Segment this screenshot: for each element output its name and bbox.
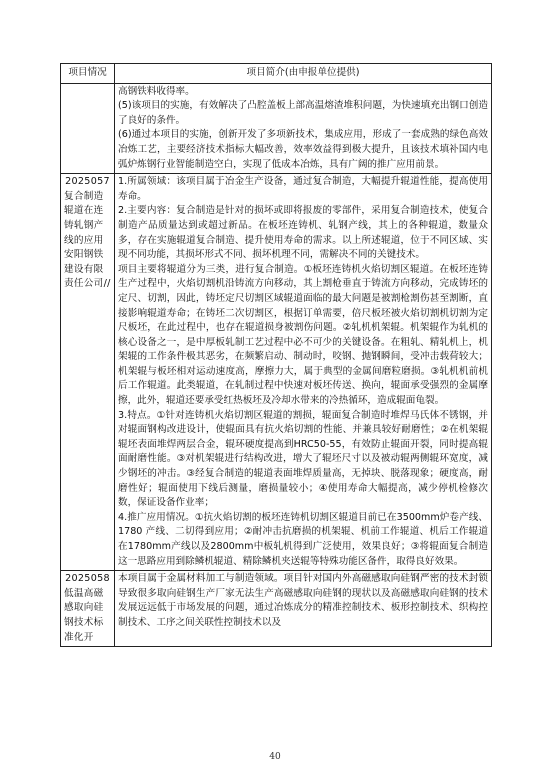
- project-info-cell: [61, 174, 115, 571]
- project-name: 低温高磁感取向硅钢技术标准化开: [64, 587, 104, 643]
- project-unit: 安阳钢铁建设有限责任公司//: [64, 249, 111, 290]
- project-table: [60, 63, 492, 647]
- table-row-2025058: [61, 571, 492, 647]
- project-name: 复合制造辊道在连铸轧钢产线的应用: [64, 190, 104, 246]
- project-summary-cell: [115, 571, 492, 647]
- table-row-2025057: [61, 174, 492, 571]
- project-id: 2025057: [65, 176, 110, 188]
- continuation-cell: [115, 83, 492, 174]
- paragraph: (6)通过本项目的实施，创新开发了多项新技术，集成应用，形成了一套成熟的绿色高效冶炼工艺，主要经济技术指标大幅改善，效率效益得到极大提升，且该技术填补国内电弧炉炼钢行业智能制造空白，实现了低成本冶炼，具有广阔的推广应用前景。: [118, 129, 488, 170]
- paragraph: 项目主要将辊道分为三类，进行复合制造。①板坯连铸机火焰切割区辊道。在板坯连铸生产过程中，火焰切割机沿铸流方向移动，其上割枪垂直于铸流方向移动，完成铸坯的定尺、切割，因此，铸坯定尺切割区域辊道面临的最大问题是被割枪割伤甚至割断，直接影响辊道寿命；在铸坯二次切割区，根据订单需要，倍尺板坯被火焰切割机切割为定尺板坯，在此过程中，也存在辊道损身被割伤问题。②轧机机架辊。机架辊作为轧机的核心设备之一，是中厚板轧制工艺过程中必不可少的关键设备。在粗轧、精轧机上，机架辊的工作条件极其恶劣，在频繁启动、制动时，咬钢、抛钢瞬间，受冲击载荷较大；机架辊与板坯相对运动速度高，摩擦力大，属于典型的金属间磨粒磨损。③轧机机前机后工作辊道。此类辊道，在轧制过程中快速对板坯传送、换向，辊面承受强烈的金属摩擦，此外，辊道还要承受红热板坯及冷却水带来的冷热循环，造成辊面龟裂。: [118, 263, 488, 407]
- table-header-row: [61, 64, 492, 84]
- paragraph: 3.特点。①针对连铸机火焰切割区辊道的割损，辊面复合制造时堆焊马氏体不锈钢，并对辊面钢构改进设计，使辊面具有抗火焰切割的性能、并兼具较好耐磨性；②在机架辊辊坯表面堆焊两层合金，辊环硬度提高到HRC50-55，有效防止辊面开裂，同时提高辊面耐磨性能。③对机架辊进行结构改进，增大了辊坯尺寸以及被动辊两侧辊环宽度，减少钢坯的冲击。③经复合制造的辊道表面堆焊质量高，无掉块、脱落现象；硬度高，耐磨性好；辊面使用下线后测量，磨损量较小；④使用寿命大幅提高，减少停机检修次数，保证设备作业率；: [118, 409, 488, 509]
- paragraph: 2.主要内容：复合制造是针对的损坏或即将报废的零部件，采用复合制造技术，使复合制造产品质量达到或超过新品。在板坯连铸机、轧钢产线，其上的各种辊道，数量众多，存在实施辊道复合制造、提升使用寿命的需求。以上所述辊道，位于不同区域、实现不同功能，其损坏形式不同、损坏机理不同，需解决不同的关键技术。: [118, 205, 488, 261]
- table-row-continuation: [61, 83, 492, 174]
- header-project-info: 项目情况: [61, 64, 115, 84]
- paragraph: 高钢铁料收得率。: [118, 85, 195, 97]
- header-project-summary: 项目简介(由申报单位提供): [115, 64, 492, 84]
- page-number: 40: [269, 752, 281, 762]
- paragraph: 4.推广应用情况。①抗火焰切割的板坯连铸机切割区辊道目前已在3500mm炉卷产线、1780 产线、二切得到应用；②耐冲击抗磨损的机架辊、机前工作辊道、机后工作辊道在1780mm产线以及2800mm中板轧机得到广泛使用，效果良好；③将辊面复合制造这一思路应用到除鳞机辊道、精除鳞机夹送辊等特殊功能区备件，取得良好效果。: [118, 511, 488, 567]
- paragraph: 1.所属领域：该项目属于冶金生产设备，通过复合制造，大幅提升辊道性能，提高使用寿命。: [118, 176, 488, 202]
- paragraph: 本项目属于金属材料加工与制造领域。项目针对国内外高磁感取向硅钢严密的技术封锁导致很多取向硅钢生产厂家无法生产高磁感取向硅钢的现状以及高磁感取向硅钢的技术发展远远低于市场发展的问题，通过冶炼成分的精准控制技术、板形控制技术、织构控制技术、工序之间关联性控制技术以及: [118, 573, 488, 628]
- paragraph: (5)该项目的实施，有效解决了凸腔盖板上部高温熔渣堆积问题，为快速填充出钢口创造了良好的条件。: [118, 100, 488, 126]
- project-summary-cell: [115, 174, 492, 571]
- empty-left-cell: [61, 83, 115, 174]
- project-info-cell: [61, 571, 115, 647]
- project-id: 2025058: [65, 573, 110, 585]
